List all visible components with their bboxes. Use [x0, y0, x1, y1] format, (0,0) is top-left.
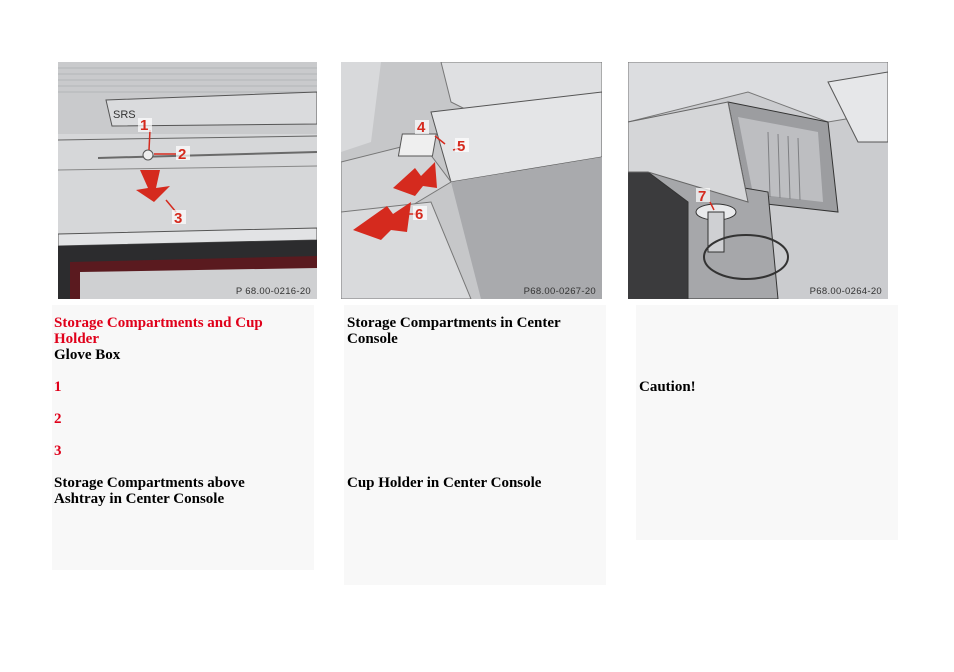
- callout-4: 4: [417, 119, 426, 136]
- ashtray-storage-heading: Storage Compartments above Ashtray in Center Console: [54, 475, 245, 507]
- item-number-3: 3: [54, 443, 62, 459]
- item-number-1: 1: [54, 379, 62, 395]
- callout-6: 6: [415, 206, 424, 223]
- figure-code: P 68.00-0216-20: [235, 286, 311, 297]
- glove-box-heading: Glove Box: [54, 347, 121, 363]
- figure-glove-box: [58, 62, 317, 299]
- column-2-background: [344, 305, 606, 585]
- center-console-storage-heading: Storage Compartments in Center Console: [347, 315, 561, 347]
- center-console-illustration: [341, 62, 602, 299]
- figure-code: P68.00-0264-20: [809, 286, 882, 297]
- callout-7: 7: [698, 188, 707, 205]
- cup-holder-heading: Cup Holder in Center Console: [347, 475, 542, 491]
- glove-box-illustration: [58, 62, 317, 299]
- figure-code: P68.00-0267-20: [523, 286, 596, 297]
- section-title: Storage Compartments and Cup Holder: [54, 315, 263, 347]
- callout-5: 5: [457, 138, 466, 155]
- callout-3: 3: [174, 210, 183, 227]
- callout-2: 2: [178, 146, 187, 163]
- item-number-2: 2: [54, 411, 62, 427]
- srs-label: SRS: [113, 109, 136, 121]
- caution-label: Caution!: [639, 379, 696, 395]
- cup-holder-illustration: [628, 62, 888, 299]
- figure-cup-holder: [628, 62, 888, 299]
- column-3-background: [636, 305, 898, 540]
- figure-center-console-storage: [341, 62, 602, 299]
- callout-1: 1: [140, 117, 149, 134]
